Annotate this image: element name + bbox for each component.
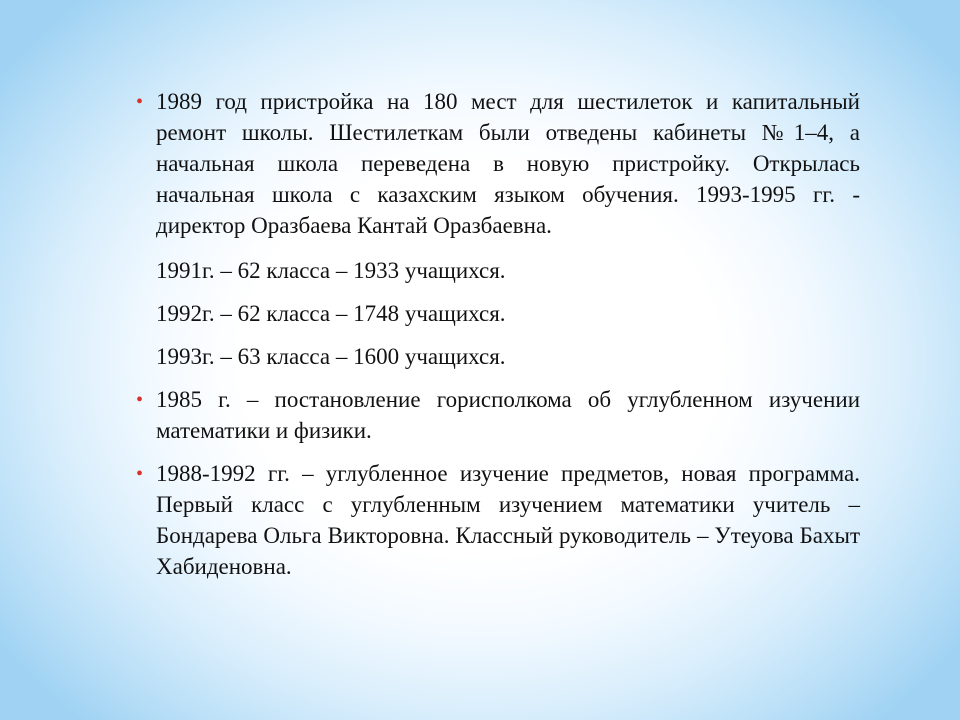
bullet-item-1989 <box>136 86 860 241</box>
bullet-icon: • <box>136 463 144 485</box>
stats-line-1992: 1992г. – 62 класса – 1748 учащихся. <box>156 301 506 326</box>
bullet-icon: • <box>136 389 144 411</box>
slide-content <box>136 86 860 594</box>
bullet-text: 1989 год пристройка на 180 мест для шестилеток и капитальный ремонт школы. Шестилеткам были отведены кабинеты №1–4, а начальная школа переведена в новую пристройку. Открылась начальная школа с казахским языком обучения. 1993-1995 гг. - директор Оразбаева Кантай Оразбаевна. <box>156 89 860 238</box>
bullet-text: 1988-1992 гг. – углубленное изучение предметов, новая программа. Первый класс с углубленным изучением математики учитель – Бондарева Ольга Викторовна. Классный руководитель – Утеуова Бахыт Хабиденовна. <box>156 461 860 579</box>
bullet-icon: • <box>136 91 144 113</box>
bullet-text: 1985 г. – постановление горисполкома об углубленном изучении математики и физики. <box>156 387 860 443</box>
bullet-item-1988 <box>136 458 860 582</box>
bullet-item-1985 <box>136 384 860 446</box>
stats-line-1993: 1993г. – 63 класса – 1600 учащихся. <box>156 344 506 369</box>
class-stats <box>136 255 860 372</box>
stats-line-1991: 1991г. – 62 класса – 1933 учащихся. <box>156 258 506 283</box>
